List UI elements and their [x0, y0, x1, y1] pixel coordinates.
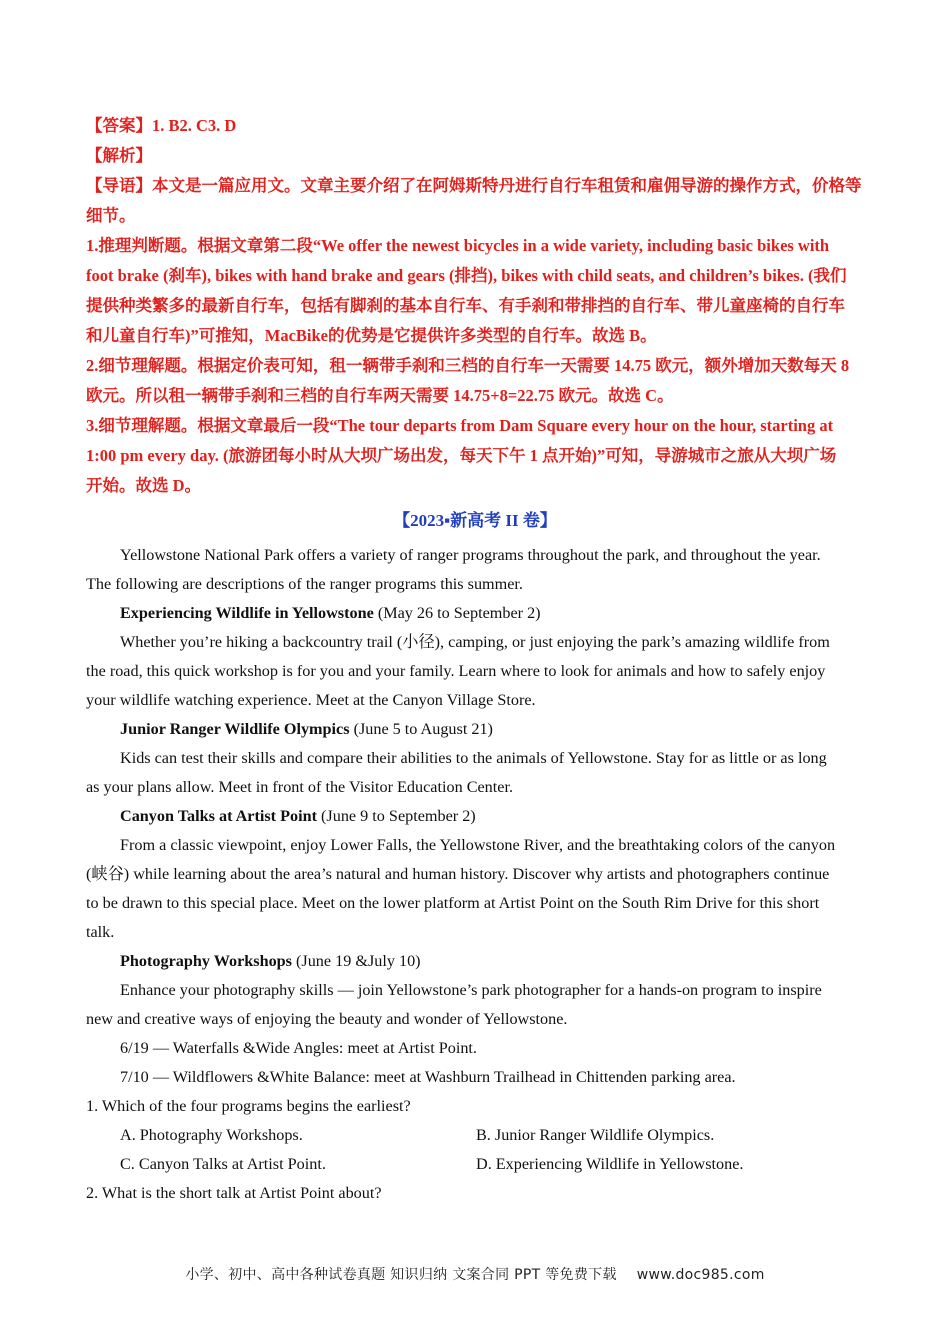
program-heading	[86, 947, 864, 976]
analysis-label: 【解析】	[86, 146, 152, 165]
program-heading	[86, 599, 864, 628]
paragraph-line: the road, this quick workshop is for you and your family. Learn where to look for animals and how to safely enjoy	[86, 662, 826, 680]
paragraph-line: Whether you’re hiking a backcountry trail (小径), camping, or just enjoying the park’s amazing wildlife from	[120, 633, 830, 651]
program-title: Junior Ranger Wildlife Olympics	[120, 720, 350, 738]
option-c: C. Canyon Talks at Artist Point.	[120, 1155, 326, 1173]
paragraph-line: (峡谷) while learning about the area’s natural and human history. Discover why artists and photographers continue	[86, 865, 830, 883]
program-heading	[86, 715, 864, 744]
program-dates: (May 26 to September 2)	[373, 604, 541, 622]
guide-label: 【导语】	[86, 176, 152, 195]
guide-line	[86, 171, 864, 231]
program-heading	[86, 802, 864, 831]
question-2: 2. What is the short talk at Artist Point about?	[86, 1184, 382, 1202]
q1-analysis-line: 和儿童自行车)”可推知，MacBike的优势是它提供许多类型的自行车。故选 B。	[86, 326, 657, 345]
answer-analysis	[86, 111, 864, 501]
guide-text: 本文是一篇应用文。文章主要介绍了在阿姆斯特丹进行自行车租赁和雇佣导游的操作方式，价格等细节。	[86, 176, 862, 225]
option-a: A. Photography Workshops.	[120, 1126, 303, 1144]
paragraph-line: Enhance your photography skills — join Yellowstone’s park photographer for a hands-on program to inspire	[120, 981, 822, 999]
reading-passage	[86, 541, 864, 1208]
paragraph-line: to be drawn to this special place. Meet on the lower platform at Artist Point on the South Rim Drive for this short	[86, 894, 820, 912]
answer-line	[86, 111, 864, 141]
q2-analysis-line: 欧元。所以租一辆带手刹和三档的自行车两天需要 14.75+8=22.75 欧元。故选 C。	[86, 386, 674, 405]
q3-analysis-line: 3.细节理解题。根据文章最后一段“The tour departs from Dam Square every hour on the hour, starting at	[86, 416, 834, 435]
section-title: 【2023▪新高考 II 卷】	[393, 511, 557, 530]
schedule-line: 7/10 — Wildflowers &White Balance: meet at Washburn Trailhead in Chittenden parking area.	[120, 1068, 736, 1086]
q1-analysis-line: foot brake (刹车), bikes with hand brake and gears (排挡), bikes with child seats, and children’s bikes. (我们	[86, 266, 847, 285]
paragraph-line: as your plans allow. Meet in front of the Visitor Education Center.	[86, 778, 514, 796]
answer-label: 【答案】	[86, 116, 152, 135]
option-b: B. Junior Ranger Wildlife Olympics.	[476, 1126, 715, 1144]
program-title: Photography Workshops	[120, 952, 292, 970]
intro-line: The following are descriptions of the ranger programs this summer.	[86, 575, 523, 593]
program-dates: (June 19 &July 10)	[291, 952, 421, 970]
intro-line: Yellowstone National Park offers a variety of ranger programs throughout the park, and throughout the year.	[120, 546, 821, 564]
footer-site-link[interactable]: www.doc985.com	[636, 1267, 765, 1283]
q1-analysis-line: 提供种类繁多的最新自行车，包括有脚刹的基本自行车、有手刹和带排挡的自行车、带儿童座椅的自行车	[86, 296, 845, 315]
options-row	[86, 1121, 864, 1150]
program-title: Experiencing Wildlife in Yellowstone	[120, 604, 374, 622]
options-row	[86, 1150, 864, 1179]
paragraph-line: talk.	[86, 923, 115, 941]
paragraph-line: From a classic viewpoint, enjoy Lower Falls, the Yellowstone River, and the breathtaking colors of the canyon	[120, 836, 836, 854]
paragraph-line: Kids can test their skills and compare their abilities to the animals of Yellowstone. Stay for as little or as long	[120, 749, 827, 767]
program-dates: (June 9 to September 2)	[317, 807, 476, 825]
program-dates: (June 5 to August 21)	[349, 720, 493, 738]
schedule-line: 6/19 — Waterfalls &Wide Angles: meet at Artist Point.	[120, 1039, 477, 1057]
paragraph-line: your wildlife watching experience. Meet at the Canyon Village Store.	[86, 691, 536, 709]
paragraph-line: new and creative ways of enjoying the beauty and wonder of Yellowstone.	[86, 1010, 568, 1028]
q1-analysis-line: 1.推理判断题。根据文章第二段“We offer the newest bicycles in a wide variety, including basic bikes with	[86, 236, 830, 255]
q3-analysis-line: 1:00 pm every day. (旅游团每小时从大坝广场出发，每天下午 1 点开始)”可知，导游城市之旅从大坝广场	[86, 446, 837, 465]
question-1: 1. Which of the four programs begins the earliest?	[86, 1097, 411, 1115]
program-title: Canyon Talks at Artist Point	[120, 807, 317, 825]
answer-value: 1. B2. C3. D	[152, 116, 237, 135]
footer-text: 小学、初中、高中各种试卷真题 知识归纳 文案合同 PPT 等免费下载	[185, 1267, 617, 1283]
page-footer	[0, 1264, 950, 1284]
q3-analysis-line: 开始。故选 D。	[86, 476, 202, 495]
option-d: D. Experiencing Wildlife in Yellowstone.	[476, 1155, 744, 1173]
q2-analysis-line: 2.细节理解题。根据定价表可知，租一辆带手刹和三档的自行车一天需要 14.75 欧元，额外增加天数每天 8	[86, 356, 850, 375]
